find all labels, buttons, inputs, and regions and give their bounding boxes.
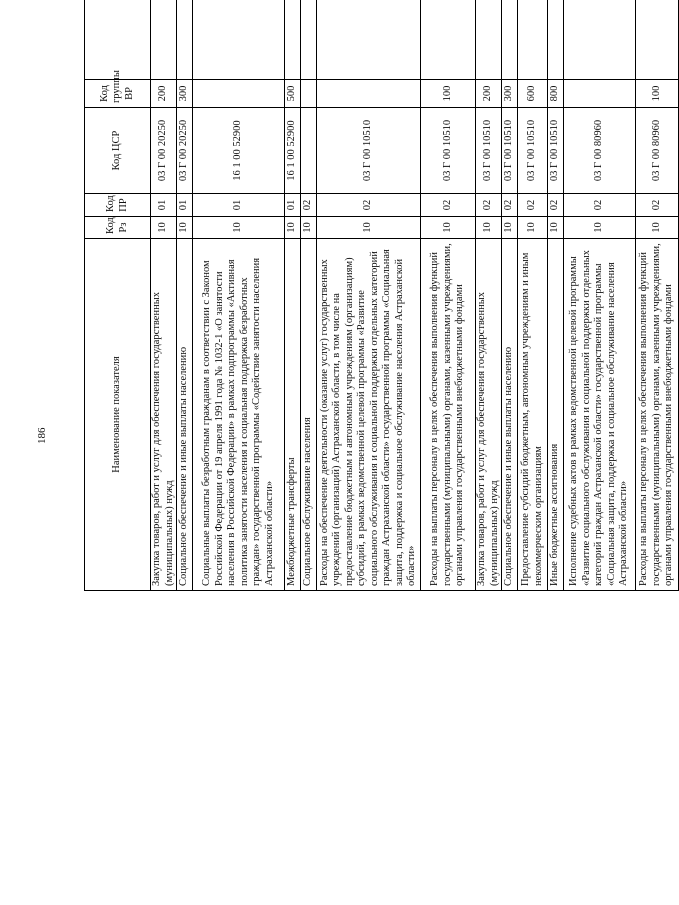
row-pr: 02 bbox=[317, 194, 421, 217]
row-pr: 02 bbox=[476, 194, 502, 217]
row-value bbox=[564, 0, 636, 80]
row-vr: 500 bbox=[285, 80, 301, 108]
row-value bbox=[301, 0, 317, 80]
row-rz: 10 bbox=[177, 217, 193, 239]
row-name: Предоставление субсидий бюджетным, автономным учреждениям и иным некоммерческим организациям bbox=[518, 239, 548, 591]
row-name: Социальное обеспечение и иные выплаты населению bbox=[502, 239, 518, 591]
row-rz: 10 bbox=[548, 217, 564, 239]
row-csr: 16 1 00 52900 bbox=[193, 108, 285, 194]
row-value bbox=[636, 0, 679, 80]
header-vr: Код группы ВР bbox=[85, 80, 151, 108]
row-pr: 02 bbox=[564, 194, 636, 217]
row-value bbox=[518, 0, 548, 80]
row-value bbox=[476, 0, 502, 80]
header-csr: Код ЦСР bbox=[85, 108, 151, 194]
row-rz: 10 bbox=[518, 217, 548, 239]
row-name: Социальное обеспечение и иные выплаты населению bbox=[177, 239, 193, 591]
table-row bbox=[564, 0, 636, 591]
row-pr: 01 bbox=[151, 194, 177, 217]
row-name: Исполнение судебных актов в рамках ведомственной целевой программы «Развитие социального обслуживания и социальной поддержки отдельных категорий граждан Астраханской области» государственной программы «Социальная защита, поддержка и социальное обслуживание населения Астраханской области» bbox=[564, 239, 636, 591]
row-csr: 03 Г 00 20250 bbox=[177, 108, 193, 194]
row-rz: 10 bbox=[317, 217, 421, 239]
table-row bbox=[548, 0, 564, 591]
header-rz: Код Рз bbox=[85, 217, 151, 239]
header-pr: Код ПР bbox=[85, 194, 151, 217]
row-value bbox=[193, 0, 285, 80]
budget-table-container bbox=[84, 0, 675, 591]
row-value bbox=[502, 0, 518, 80]
row-csr: 03 Г 00 10510 bbox=[421, 108, 476, 194]
row-name: Закупка товаров, работ и услуг для обеспечения государственных (муниципальных) нужд bbox=[476, 239, 502, 591]
page-number: 186 bbox=[36, 427, 48, 444]
row-csr bbox=[301, 108, 317, 194]
row-name: Иные бюджетные ассигнования bbox=[548, 239, 564, 591]
row-pr: 02 bbox=[421, 194, 476, 217]
row-csr: 03 Г 00 80960 bbox=[564, 108, 636, 194]
row-pr: 01 bbox=[177, 194, 193, 217]
row-name: Расходы на выплаты персоналу в целях обеспечения выполнения функций государственными (муниципальными) органами, казенными учреждениями, органами управления государственными внебюджетными фондами bbox=[636, 239, 679, 591]
row-pr: 02 bbox=[301, 194, 317, 217]
row-csr: 03 Г 00 10510 bbox=[317, 108, 421, 194]
row-rz: 10 bbox=[502, 217, 518, 239]
budget-table bbox=[84, 0, 679, 591]
row-value bbox=[548, 0, 564, 80]
row-name: Межбюджетные трансферты bbox=[285, 239, 301, 591]
row-name: Социальное обслуживание населения bbox=[301, 239, 317, 591]
row-rz: 10 bbox=[193, 217, 285, 239]
row-name: Расходы на обеспечение деятельности (оказание услуг) государственных учреждений (организаций) Астраханской области, в том числе на предоставление бюджетным и автономным учреждениям (организациям) субсидий, в рамках ведомственной целевой программы «Развитие социального обслуживания и социальной поддержки отдельных категорий граждан Астраханской области» государственной программы «Социальная защита, поддержка и социальное обслуживание населения Астраханской области» bbox=[317, 239, 421, 591]
row-vr: 800 bbox=[548, 80, 564, 108]
table-row bbox=[193, 0, 285, 591]
row-vr: 300 bbox=[502, 80, 518, 108]
row-pr: 01 bbox=[193, 194, 285, 217]
row-csr: 03 Г 00 10510 bbox=[502, 108, 518, 194]
row-vr: 100 bbox=[421, 80, 476, 108]
row-vr bbox=[564, 80, 636, 108]
row-rz: 10 bbox=[636, 217, 679, 239]
row-rz: 10 bbox=[421, 217, 476, 239]
row-csr: 03 Г 00 10510 bbox=[476, 108, 502, 194]
row-name: Социальные выплаты безработным гражданам в соответствии с Законом Российской Федерации от 19 апреля 1991 года № 1032-1 «О занятости населения в Российской Федерации» в рамках подпрограммы «Активная политика занятости населения и социальная поддержка безработных граждан» государственной программы «Содействие занятости населения Астраханской области» bbox=[193, 239, 285, 591]
row-pr: 02 bbox=[636, 194, 679, 217]
row-vr: 200 bbox=[476, 80, 502, 108]
table-row bbox=[301, 0, 317, 591]
row-value bbox=[421, 0, 476, 80]
row-pr: 02 bbox=[518, 194, 548, 217]
row-csr: 16 1 00 52900 bbox=[285, 108, 301, 194]
row-rz: 10 bbox=[564, 217, 636, 239]
row-name: Расходы на выплаты персоналу в целях обеспечения выполнения функций государственными (муниципальными) органами, казенными учреждениями, органами управления государственными внебюджетными фондами bbox=[421, 239, 476, 591]
header-year bbox=[85, 0, 151, 80]
row-csr: 03 Г 00 80960 bbox=[636, 108, 679, 194]
row-value bbox=[317, 0, 421, 80]
row-pr: 02 bbox=[502, 194, 518, 217]
table-row bbox=[177, 0, 193, 591]
header-name: Наименование показателя bbox=[85, 239, 151, 591]
row-name: Закупка товаров, работ и услуг для обеспечения государственных (муниципальных) нужд bbox=[151, 239, 177, 591]
row-pr: 02 bbox=[548, 194, 564, 217]
table-row bbox=[636, 0, 679, 591]
row-rz: 10 bbox=[285, 217, 301, 239]
table-row bbox=[518, 0, 548, 591]
row-pr: 01 bbox=[285, 194, 301, 217]
row-vr bbox=[193, 80, 285, 108]
row-vr: 300 bbox=[177, 80, 193, 108]
table-row bbox=[317, 0, 421, 591]
row-value bbox=[177, 0, 193, 80]
row-csr: 03 Г 00 20250 bbox=[151, 108, 177, 194]
row-value bbox=[151, 0, 177, 80]
row-value bbox=[285, 0, 301, 80]
row-rz: 10 bbox=[151, 217, 177, 239]
row-vr bbox=[317, 80, 421, 108]
header-row bbox=[85, 0, 151, 591]
row-vr: 100 bbox=[636, 80, 679, 108]
row-vr: 600 bbox=[518, 80, 548, 108]
row-csr: 03 Г 00 10510 bbox=[548, 108, 564, 194]
row-vr bbox=[301, 80, 317, 108]
table-row bbox=[421, 0, 476, 591]
table-row bbox=[502, 0, 518, 591]
table-row bbox=[476, 0, 502, 591]
table-row bbox=[151, 0, 177, 591]
table-row bbox=[285, 0, 301, 591]
row-rz: 10 bbox=[476, 217, 502, 239]
row-rz: 10 bbox=[301, 217, 317, 239]
row-vr: 200 bbox=[151, 80, 177, 108]
row-csr: 03 Г 00 10510 bbox=[518, 108, 548, 194]
